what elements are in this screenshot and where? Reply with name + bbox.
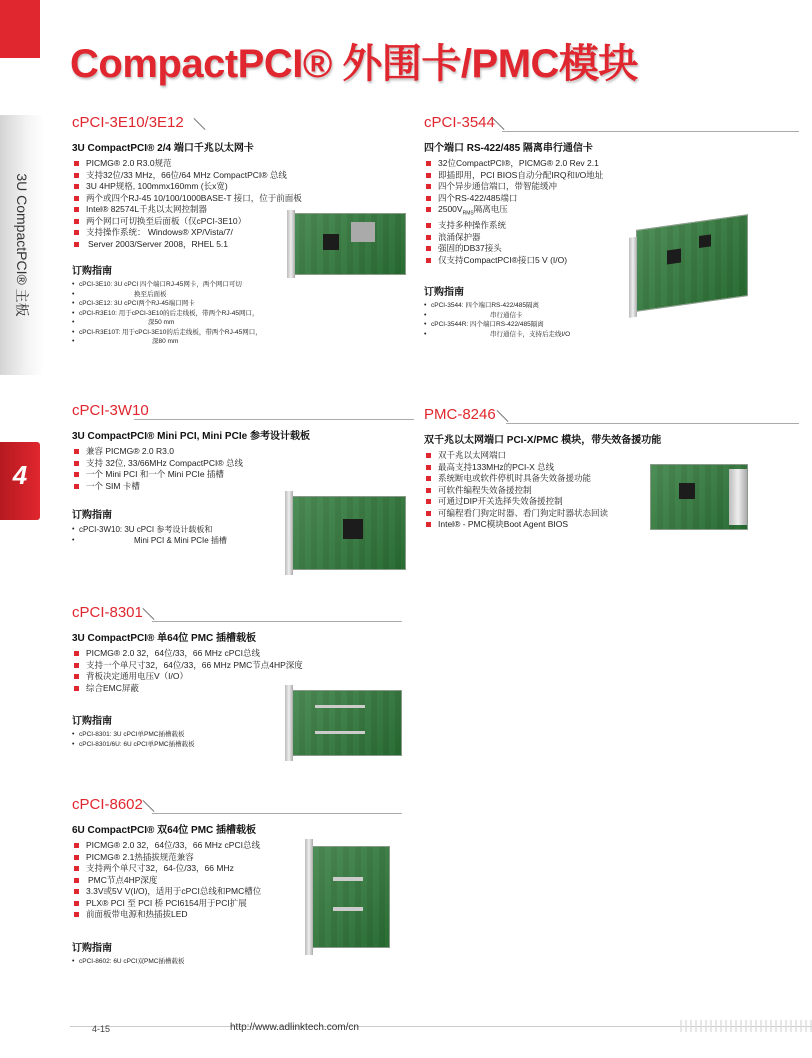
order-list xyxy=(72,957,412,967)
order-item: • cPCI-R3E10: 用于cPCI-3E10的后走线板，带两个RJ-45网口， xyxy=(72,309,402,319)
feature-item: PICMG® 2.0 32，64位/33，66 MHz cPCI总线 xyxy=(72,648,412,660)
order-item: • cPCI-3544: 四个端口RS-422/485隔离 xyxy=(424,301,794,311)
order-guide-title: 订购指南 xyxy=(72,266,112,277)
order-list xyxy=(72,280,402,347)
product-photo-cpci-8602 xyxy=(312,846,390,948)
feature-item: 支持一个单尺寸32，64位/33，66 MHz PMC节点4HP深度 xyxy=(72,660,412,672)
order-guide-title: 订购指南 xyxy=(72,510,112,521)
feature-item: 仅支持CompactPCI®接口5 V (I/O) xyxy=(424,255,794,267)
feature-item: 可编程看门狗定时器、看门狗定时器状态回读 xyxy=(424,508,794,520)
feature-item-continued: PMC节点4HP深度 xyxy=(72,875,412,887)
model-name: cPCI-8602 xyxy=(72,796,143,813)
feature-item: PLX® PCI 至 PCI 桥 PCI6154用于PCI扩展 xyxy=(72,898,412,910)
feature-item: 系统断电或软件停机时具备失效备援功能 xyxy=(424,473,794,485)
feature-item-isolation: $2500V_{RMS}$隔离电压 xyxy=(424,204,794,220)
feature-item: 可软件编程失效备援控制 xyxy=(424,485,794,497)
feature-item: 四个异步通信端口，带智能缓冲 xyxy=(424,181,794,193)
order-item-continued: • 串行通信卡 xyxy=(424,311,794,321)
product-photo-cpci-3544 xyxy=(636,214,748,312)
feature-item: 支持多种操作系统 xyxy=(424,220,794,232)
product-subtitle: 6U CompactPCI® 双64位 PMC 插槽载板 xyxy=(72,825,257,836)
feature-item: 四个RS-422/485端口 xyxy=(424,193,794,205)
order-item: • cPCI-8301/6U: 6U cPCI单PMC插槽载板 xyxy=(72,740,412,750)
feature-item: 强固的DB37接头 xyxy=(424,243,794,255)
feature-item: PICMG® 2.0 R3.0规范 xyxy=(72,158,402,170)
feature-item: 3.3V或5V V(I/O)，适用于cPCI总线和PMC槽位 xyxy=(72,886,412,898)
feature-item-continued: Server 2003/Server 2008，RHEL 5.1 xyxy=(72,239,402,251)
order-guide-title: 订购指南 xyxy=(424,287,464,299)
feature-item: 支持 32位, 33/66MHz CompactPCI® 总线 xyxy=(72,458,412,470)
product-photo-cpci-8301 xyxy=(292,690,402,756)
header-slash xyxy=(494,118,504,132)
order-item: • cPCI-R3E10T: 用于cPCI-3E10的后走线板，带两个RJ-45网口， xyxy=(72,328,402,338)
feature-item: 浪涌保护器 xyxy=(424,232,794,244)
order-item: • cPCI-3544R: 四个端口RS-422/485隔离 xyxy=(424,320,794,330)
model-name: cPCI-3544 xyxy=(424,114,495,131)
page-title: CompactPCI® 外围卡/PMC模块 xyxy=(70,42,638,86)
footer-decoration xyxy=(680,1020,812,1032)
feature-item: 支持两个单尺寸32，64-位/33，66 MHz xyxy=(72,863,412,875)
corner-accent xyxy=(0,0,40,58)
product-photo-pmc-8246 xyxy=(650,464,748,530)
feature-item: 背板决定通用电压V（I/O） xyxy=(72,671,412,683)
order-item: • cPCI-8602: 6U cPCI双PMC插槽载板 xyxy=(72,957,412,967)
order-item-continued: • 串行通信卡，支持后走线I/O xyxy=(424,330,794,340)
order-list xyxy=(424,301,794,339)
feature-item: Intel® 82574L千兆以太网控制器 xyxy=(72,204,402,216)
model-name: cPCI-8301 xyxy=(72,604,143,621)
feature-item: PICMG® 2.0 32，64位/33，66 MHz cPCI总线 xyxy=(72,840,412,852)
side-label: 3U CompactPCI® 主板 xyxy=(14,173,30,317)
feature-item: 最高支持133MHz的PCI-X 总线 xyxy=(424,462,794,474)
product-subtitle: 3U CompactPCI® 2/4 端口千兆以太网卡 xyxy=(72,143,254,154)
feature-item: 两个网口可切换至后面板（仅cPCI-3E10） xyxy=(72,216,402,228)
order-item: • cPCI-8301: 3U cPCI单PMC插槽载板 xyxy=(72,730,412,740)
feature-item: PICMG® 2.1热插拔规范兼容 xyxy=(72,852,412,864)
chapter-number: 4 xyxy=(12,460,28,490)
feature-item: 兼容 PICMG® 2.0 R3.0 xyxy=(72,446,412,458)
header-slash xyxy=(498,410,508,424)
feature-item: Intel® - PMC模块Boot Agent BIOS xyxy=(424,519,794,531)
model-name: cPCI-3W10 xyxy=(72,402,149,419)
product-subtitle: 3U CompactPCI® 单64位 PMC 插槽载板 xyxy=(72,633,257,644)
feature-item: 两个或四个RJ-45 10/100/1000BASE-T 接口，位于前面板 xyxy=(72,193,402,205)
product-photo-cpci-3e10 xyxy=(292,213,406,275)
feature-item: 32位CompactPCI®，PICMG® 2.0 Rev 2.1 xyxy=(424,158,794,170)
feature-item: 双千兆以太网端口 xyxy=(424,450,794,462)
feature-item: 可通过DIP开关选择失效备援控制 xyxy=(424,496,794,508)
order-item-continued: • Mini PCI & Mini PCIe 插槽 xyxy=(72,535,412,546)
footer-url-link[interactable]: http://www.adlinktech.com/cn xyxy=(230,1022,359,1033)
product-subtitle: 双千兆以太网端口 PCI-X/PMC 模块，带失效备援功能 xyxy=(424,435,662,446)
feature-item: 3U 4HP规格, 100mmx160mm (长x宽) xyxy=(72,181,402,193)
order-guide-title: 订购指南 xyxy=(72,716,112,727)
order-item-continued: • 深50 mm xyxy=(72,318,402,328)
feature-list xyxy=(72,648,412,694)
product-subtitle: 3U CompactPCI® Mini PCI, Mini PCIe 参考设计载板 xyxy=(72,431,310,442)
model-name: PMC-8246 xyxy=(424,406,496,423)
feature-item: 即插即用，PCI BIOS自动分配IRQ和I/O地址 xyxy=(424,170,794,182)
feature-item: 一个 Mini PCI 和一个 Mini PCIe 插槽 xyxy=(72,469,412,481)
order-item-continued: • 换至后面板 xyxy=(72,290,402,300)
header-slash xyxy=(195,118,205,132)
product-photo-cpci-3w10 xyxy=(292,496,406,570)
feature-item: 支持操作系统： Windows® XP/Vista/7/ xyxy=(72,227,402,239)
model-name: cPCI-3E10/3E12 xyxy=(72,114,184,131)
header-slash xyxy=(144,800,154,814)
order-item: • cPCI-3E10: 3U cPCI 四个端口RJ-45网卡，两个网口可切 xyxy=(72,280,402,290)
order-guide-title: 订购指南 xyxy=(72,942,112,954)
order-item-continued: • 深80 mm xyxy=(72,337,402,347)
order-item: • cPCI-3W10: 3U cPCI 参考设计载板和 xyxy=(72,524,412,535)
feature-item: 综合EMC屏蔽 xyxy=(72,683,412,695)
feature-item: 前面板带电源和热插拔LED xyxy=(72,909,412,921)
feature-item: 支持32位/33 MHz，66位/64 MHz CompactPCI® 总线 xyxy=(72,170,402,182)
header-slash xyxy=(144,608,154,622)
feature-list xyxy=(72,446,412,492)
order-item: • cPCI-3E12: 3U cPCI两个RJ-45端口网卡 xyxy=(72,299,402,309)
footer-page-number: 4-15 xyxy=(92,1024,111,1034)
feature-item: 一个 SIM 卡槽 xyxy=(72,481,412,493)
product-subtitle: 四个端口 RS-422/485 隔离串行通信卡 xyxy=(424,143,593,154)
